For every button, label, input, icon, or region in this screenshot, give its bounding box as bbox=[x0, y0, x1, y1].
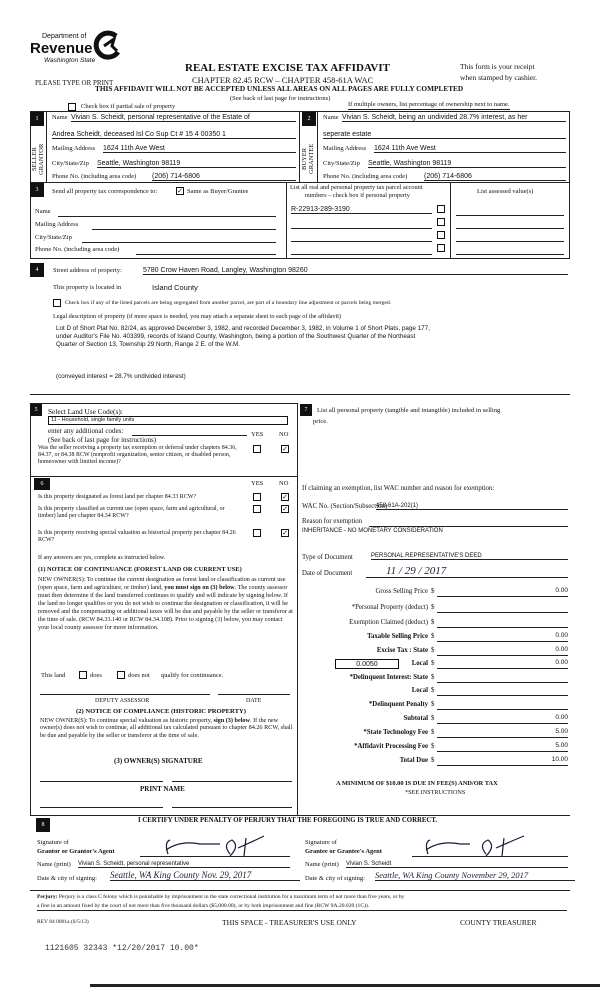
segregation-label: Check box if any of the listed parcels are being segregated from another parcel, are part of a boundary line adjustment or parcels being merged. bbox=[65, 300, 392, 306]
corr-name-field[interactable] bbox=[58, 216, 276, 217]
street-address-field[interactable]: 5780 Crow Haven Road, Langley, Washington 98260 bbox=[143, 267, 568, 275]
amount-label: Local bbox=[411, 687, 428, 694]
currency-symbol: $ bbox=[431, 757, 435, 764]
personal-property-text-1: List all personal property (tangible and intangible) included in selling bbox=[317, 407, 501, 414]
buyer-phone-field[interactable]: (206) 714-6806 bbox=[424, 173, 566, 181]
personal-property-checkbox[interactable] bbox=[437, 244, 445, 252]
currency-symbol: $ bbox=[431, 633, 435, 640]
amount-value[interactable] bbox=[437, 687, 568, 696]
owner-signature-line[interactable] bbox=[40, 781, 163, 782]
grantor-signature-icon bbox=[160, 834, 270, 858]
grantee-signature-icon bbox=[420, 834, 530, 858]
county-field[interactable]: Island County bbox=[152, 283, 198, 292]
no-header: NO bbox=[279, 431, 289, 438]
box-border bbox=[46, 112, 47, 182]
buyer-name-line1[interactable]: Vivian S. Scheidt, being an undivided 28.7% interest, as her bbox=[342, 114, 566, 122]
amount-label: Local bbox=[411, 660, 428, 667]
exemption-yes-checkbox[interactable] bbox=[253, 445, 261, 453]
parcel-number-3[interactable] bbox=[291, 241, 432, 242]
amount-label: Excise Tax : State bbox=[376, 647, 428, 654]
personal-property-checkbox[interactable] bbox=[437, 218, 445, 226]
form-chapter: CHAPTER 82.45 RCW – CHAPTER 458-61A WAC bbox=[192, 75, 374, 85]
amount-value[interactable]: 0.00 bbox=[437, 633, 568, 642]
parcel-header-1: List all real and personal property tax parcel account bbox=[290, 184, 423, 191]
qualify-label: qualify for continuance. bbox=[161, 672, 224, 679]
form-warning: THIS AFFIDAVIT WILL NOT BE ACCEPTED UNLESS ALL AREAS ON ALL PAGES ARE FULLY COMPLETED bbox=[95, 84, 464, 93]
amount-value[interactable] bbox=[437, 604, 568, 613]
logo-state: Washington State bbox=[44, 57, 96, 64]
currency-symbol: $ bbox=[431, 674, 435, 681]
legal-description-line[interactable]: under Auditor's File No. 403399, records of Island County, Washington, being a portion of the Southwest Quarter of the Northeast bbox=[56, 333, 416, 340]
conveyed-interest-note[interactable]: (conveyed interest = 28.7% undivided interest) bbox=[56, 373, 186, 380]
does-not-label: does not bbox=[128, 672, 150, 679]
box-border bbox=[30, 258, 570, 259]
print-name-line[interactable] bbox=[172, 807, 292, 808]
currency-symbol: $ bbox=[431, 619, 435, 626]
grantor-date-label: Date & city of signing: bbox=[37, 875, 97, 882]
box-border bbox=[30, 182, 570, 183]
corr-phone-label: Phone No. (including area code) bbox=[35, 246, 120, 253]
box-border bbox=[30, 815, 570, 816]
deputy-assessor-label: DEPUTY ASSESSOR bbox=[95, 698, 150, 704]
assessed-value-field[interactable] bbox=[456, 228, 564, 229]
box-border bbox=[450, 182, 451, 258]
amount-label: *State Technology Fee bbox=[363, 729, 428, 736]
assessed-value-field[interactable] bbox=[456, 254, 564, 255]
owner-signature-label: (3) OWNER(S) SIGNATURE bbox=[114, 757, 203, 765]
notice-continuance-text bbox=[38, 576, 293, 632]
grantor-name-field[interactable]: Vivian S. Scheidt, personal representative bbox=[78, 861, 290, 868]
box-border bbox=[317, 112, 318, 182]
current-use-yes-checkbox[interactable] bbox=[253, 505, 261, 513]
notice-continuance-text-b: . The county assessor must then determine if the land transferred continues to qualify and will indicate by signing below. If the land no longer qualifies or you do not wish to continue the designation or classification, it will be removed and the compensating or additional taxes will be due and payable by the seller or transferor at the time of sale. (RCW 84.33.140 or RCW 84.34.108). Prior to signing (3) below, you may contact your local county assessor for more information. bbox=[38, 583, 293, 631]
notice-compliance-text bbox=[40, 717, 295, 739]
document-date-label: Date of Document bbox=[302, 570, 353, 577]
yes-header: YES bbox=[251, 431, 264, 438]
land-use-title: Select Land Use Code(s): bbox=[48, 407, 123, 416]
buyer-phone-label: Phone No. (including area code) bbox=[323, 173, 408, 180]
document-type-label: Type of Document bbox=[302, 554, 353, 561]
notice-compliance-text-b: . If the new owner(s) does not wish to continue, all additional tax calculated pursuant to chapter 84.26 RCW, shall be due and payable by the seller or transferor at the time of sale. bbox=[40, 717, 293, 739]
owner-signature-line[interactable] bbox=[172, 781, 292, 782]
reason-line bbox=[369, 526, 568, 527]
buyer-side-label: BUYER GRANTEE bbox=[301, 143, 315, 175]
perjury-text-1: Perjury is a class C felony which is punishable by imprisonment in the state correctional institution for a maximum term of not more than five years, or by bbox=[57, 894, 405, 900]
grantee-agent-label: Grantee or Grantee's Agent bbox=[305, 848, 382, 855]
exemption-no-checkbox[interactable]: ✓ bbox=[282, 445, 288, 453]
assessed-value-field[interactable] bbox=[456, 241, 564, 242]
perjury-label: Perjury: bbox=[37, 894, 58, 900]
amount-label: *Affidavit Processing Fee bbox=[354, 743, 428, 750]
grantor-agent-label: Grantor or Grantor's Agent bbox=[37, 848, 115, 855]
date-label: DATE bbox=[246, 698, 262, 704]
see-back-note: (See back of last page for instructions) bbox=[48, 436, 157, 444]
personal-property-checkbox[interactable] bbox=[437, 231, 445, 239]
logo-revenue: Revenue bbox=[30, 40, 93, 57]
reason-label: Reason for exemption bbox=[302, 518, 363, 525]
personal-property-checkbox[interactable] bbox=[437, 205, 445, 213]
signature-of-label: Signature of bbox=[37, 839, 69, 846]
no-header: NO bbox=[279, 480, 289, 487]
exemption-deferral-question: Was the seller receiving a property tax exemption or deferral under chapters 84.36, 84.37, or 84.38 RCW (nonprofit organization, senior citizen, or disabled person, homeowner with limited income)? bbox=[38, 445, 237, 466]
qualifies-checkbox[interactable] bbox=[79, 671, 87, 679]
personal-property-text-2: price. bbox=[313, 418, 328, 425]
additional-codes-label: enter any additional codes: bbox=[48, 427, 124, 435]
historical-yes-checkbox[interactable] bbox=[253, 529, 261, 537]
logo-dept-line: Department of bbox=[42, 33, 87, 40]
please-type-note: PLEASE TYPE OR PRINT bbox=[35, 79, 114, 87]
notice-compliance-title: (2) NOTICE OF COMPLIANCE (HISTORIC PROPERTY) bbox=[76, 708, 246, 715]
send-correspondence-label: Send all property tax correspondence to: bbox=[52, 188, 158, 195]
amount-label: *Personal Property (deduct) bbox=[351, 604, 428, 611]
box-border bbox=[569, 111, 570, 258]
legal-description-line[interactable]: Lot D of Short Plat No. 82/24, as approved December 3, 1982, and recorded December 3, 1982, in Volume 1 of Short Plats, page 177, bbox=[56, 325, 430, 332]
if-any-yes-note: If any answers are yes, complete as instructed below. bbox=[38, 555, 166, 561]
see-instructions-note: *SEE INSTRUCTIONS bbox=[405, 789, 466, 796]
section-number-8: 8 bbox=[36, 818, 50, 832]
legal-description-line[interactable]: Quarter of Section 13, Township 29 North, Range 2 E. of the W.M. bbox=[56, 341, 240, 348]
box-border bbox=[30, 111, 570, 112]
assessed-value-field[interactable] bbox=[456, 215, 564, 216]
currency-symbol: $ bbox=[431, 647, 435, 654]
section-number-2: 2 bbox=[302, 112, 316, 126]
grantee-date-city-field[interactable]: Seattle, WA King County November 29, 2017 bbox=[375, 871, 575, 881]
notice-continuance-sign-instruction: you must sign on (3) below bbox=[164, 583, 235, 591]
section-number-5: 5 bbox=[30, 404, 42, 416]
amount-label: *Delinquent Interest: State bbox=[349, 674, 428, 681]
amount-label: Exemption Claimed (deduct) bbox=[349, 619, 428, 626]
certify-statement: I CERTIFY UNDER PENALTY OF PERJURY THAT THE FOREGOING IS TRUE AND CORRECT. bbox=[138, 817, 438, 824]
section-number-3: 3 bbox=[30, 183, 44, 197]
amount-label: Total Due bbox=[399, 757, 428, 764]
seller-mailing-label: Mailing Address bbox=[52, 145, 96, 152]
amount-value[interactable]: 10.00 bbox=[437, 757, 568, 766]
perjury-note-2: a fine in an amount fixed by the court of not more than five thousand dollars ($5,000.00), or by both imprisonment and fine (RCW 9A.20.020 (1C)). bbox=[37, 904, 567, 911]
currency-symbol: $ bbox=[431, 729, 435, 736]
same-as-buyer-checkbox[interactable]: ✓ bbox=[177, 187, 183, 195]
document-type-field[interactable]: PERSONAL REPRESENTATIVE'S DEED bbox=[371, 553, 568, 560]
box-border bbox=[30, 476, 298, 477]
corr-city-label: City/State/Zip bbox=[35, 234, 72, 241]
corr-phone-field[interactable] bbox=[136, 254, 276, 255]
print-name-line[interactable] bbox=[40, 807, 163, 808]
corr-city-field[interactable] bbox=[82, 242, 276, 243]
grantee-name-label: Name (print) bbox=[305, 861, 339, 868]
seller-city-field[interactable]: Seattle, Washington 98119 bbox=[97, 160, 296, 168]
receipt-note-2: when stamped by cashier. bbox=[460, 73, 538, 82]
forest-land-question: Is this property designated as forest land per chapter 84.33 RCW? bbox=[38, 494, 197, 500]
document-date-field[interactable]: 11 / 29 / 2017 bbox=[366, 566, 568, 578]
perjury-note-1 bbox=[37, 895, 404, 901]
exemption-intro: If claiming an exemption, list WAC number and reason for exemption: bbox=[302, 485, 495, 492]
historical-no-checkbox[interactable]: ✓ bbox=[282, 529, 288, 537]
currency-symbol: $ bbox=[431, 604, 435, 611]
amount-value[interactable] bbox=[437, 701, 568, 710]
box-border bbox=[30, 403, 298, 404]
notice-compliance-sign-instruction: sign (3) below bbox=[213, 717, 250, 724]
partial-sale-label: Check box if partial sale of property bbox=[81, 103, 176, 110]
forest-yes-checkbox[interactable] bbox=[253, 493, 261, 501]
this-land-label: This land bbox=[41, 672, 66, 679]
current-use-no-checkbox[interactable]: ✓ bbox=[282, 505, 288, 513]
grantee-name-field[interactable]: Vivian S. Scheidt bbox=[346, 861, 568, 868]
instructions-note: (See back of last page for instructions) bbox=[230, 95, 331, 102]
section-divider bbox=[30, 394, 570, 395]
notice-continuance-text-a: NEW OWNER(S): To continue the current designation as forest land or classification as current use (open space, farm and agriculture, or timber) land, bbox=[38, 576, 286, 591]
column-divider bbox=[297, 403, 298, 815]
amount-label: Subtotal bbox=[403, 715, 428, 722]
corr-name-label: Name bbox=[35, 208, 51, 215]
seller-phone-label: Phone No. (including area code) bbox=[52, 173, 137, 180]
grantee-date-label: Date & city of signing: bbox=[305, 875, 365, 882]
seller-city-label: City/State/Zip bbox=[52, 160, 89, 167]
amount-value[interactable]: 0.00 bbox=[437, 588, 568, 597]
current-use-question: Is this property classified as current use (open space, farm and agricultural, or timber) land per chapter 84.34 RCW? bbox=[38, 506, 225, 520]
assessed-header: List assessed value(s) bbox=[477, 188, 534, 195]
treasurer-use-only: THIS SPACE - TREASURER'S USE ONLY bbox=[222, 918, 357, 927]
legal-description-label: Legal description of property (if more space is needed, you may attach a separate sheet to each page of the affidavit) bbox=[53, 313, 341, 320]
seller-mailing-field[interactable]: 1624 11th Ave West bbox=[103, 145, 296, 153]
notice-continuance-title: (1) NOTICE OF CONTINUANCE (FOREST LAND OR CURRENT USE) bbox=[38, 566, 242, 573]
signature-of-label: Signature of bbox=[305, 839, 337, 846]
county-treasurer-label: COUNTY TREASURER bbox=[460, 918, 537, 927]
deputy-assessor-signature-line[interactable] bbox=[40, 694, 210, 695]
wac-label: WAC No. (Section/Subsection) bbox=[302, 503, 388, 510]
amount-label: Taxable Selling Price bbox=[367, 633, 428, 640]
seller-name-line1[interactable]: Vivian S. Scheidt, personal representative of the Estate of bbox=[71, 114, 296, 122]
seller-side-label: SELLER GRANTOR bbox=[31, 143, 45, 175]
forest-no-checkbox[interactable]: ✓ bbox=[282, 493, 288, 501]
form-title: REAL ESTATE EXCISE TAX AFFIDAVIT bbox=[185, 62, 390, 74]
corr-mailing-label: Mailing Address bbox=[35, 221, 79, 228]
amount-value[interactable]: 0.00 bbox=[437, 647, 568, 656]
minimum-due-note: A MINIMUM OF $10.00 IS DUE IN FEE(S) AND/OR TAX bbox=[336, 780, 498, 787]
seller-name-line2[interactable]: Andrea Scheidt, deceased Isl Co Sup Ct # 15 4 00350 1 bbox=[52, 131, 296, 139]
not-qualifies-checkbox[interactable] bbox=[117, 671, 125, 679]
parcel-number-4[interactable] bbox=[291, 254, 432, 255]
grantor-name-label: Name (print) bbox=[37, 861, 71, 868]
historical-question: Is this property receiving special valuation as historical property per chapter 84.26 RCW? bbox=[38, 530, 236, 544]
box-border bbox=[30, 403, 31, 815]
buyer-name-line2[interactable]: seperate estate bbox=[323, 131, 566, 139]
box-border bbox=[299, 111, 300, 182]
grantor-date-city-field[interactable]: Seattle, WA King County Nov. 29, 2017 bbox=[110, 871, 300, 881]
amount-value[interactable]: 5.00 bbox=[437, 743, 568, 752]
land-use-code-select[interactable]: 11 - Household, single family units bbox=[48, 416, 288, 425]
deputy-date-line[interactable] bbox=[218, 694, 290, 695]
amount-label: *Delinquent Penalty bbox=[368, 701, 428, 708]
parcel-number-1[interactable]: R-22913-289-3190 bbox=[291, 206, 432, 214]
section-number-1: 1 bbox=[30, 112, 44, 126]
section-divider bbox=[30, 890, 570, 891]
partial-sale-checkbox[interactable] bbox=[68, 103, 76, 111]
buyer-mailing-label: Mailing Address bbox=[323, 145, 367, 152]
section-number-6: 6 bbox=[34, 478, 50, 490]
currency-symbol: $ bbox=[431, 743, 435, 750]
amount-value[interactable] bbox=[437, 619, 568, 628]
corr-mailing-field[interactable] bbox=[92, 229, 276, 230]
reason-field[interactable]: INHERITANCE - NO MONETARY CONSIDERATION bbox=[302, 528, 443, 534]
section-number-7: 7 bbox=[300, 404, 312, 416]
wac-field[interactable]: 458-61A-202(1) bbox=[376, 503, 568, 510]
treasurer-receipt-stamp: 1121605 32343 *12/20/2017 10.00* bbox=[45, 944, 199, 953]
seller-phone-field[interactable]: (206) 714-6806 bbox=[152, 173, 296, 181]
currency-symbol: $ bbox=[431, 588, 435, 595]
multiple-owners-note: If multiple owners, list percentage of ownership next to name. bbox=[348, 101, 510, 108]
parcel-number-2[interactable] bbox=[291, 228, 432, 229]
amount-value[interactable] bbox=[437, 674, 568, 683]
currency-symbol: $ bbox=[431, 687, 435, 694]
receipt-note-1: This form is your receipt bbox=[460, 62, 535, 71]
parcel-header-2: numbers – check box if personal property bbox=[305, 192, 410, 199]
buyer-name-label: Name bbox=[323, 114, 339, 121]
form-revision: REV 84 0001a (6/5/13) bbox=[37, 919, 89, 925]
local-rate-field[interactable]: 0.0050 bbox=[335, 659, 399, 669]
same-as-buyer-label: Same as Buyer/Grantee bbox=[187, 188, 249, 195]
yes-header: YES bbox=[251, 480, 264, 487]
segregation-checkbox[interactable] bbox=[53, 299, 61, 307]
buyer-mailing-field[interactable]: 1624 11th Ave West bbox=[374, 145, 566, 153]
currency-symbol: $ bbox=[431, 701, 435, 708]
amount-value[interactable]: 0.00 bbox=[437, 715, 568, 724]
amount-value[interactable]: 5.00 bbox=[437, 729, 568, 738]
located-in-label: This property is located in bbox=[53, 284, 122, 291]
dor-logo-mark-icon bbox=[92, 30, 122, 60]
currency-symbol: $ bbox=[431, 660, 435, 667]
print-name-label: PRINT NAME bbox=[140, 785, 185, 793]
box-border bbox=[286, 182, 287, 258]
currency-symbol: $ bbox=[431, 715, 435, 722]
buyer-city-label: City/State/Zip bbox=[323, 160, 360, 167]
notice-compliance-text-a: NEW OWNER(S): To continue special valuation as historic property, bbox=[40, 717, 214, 724]
section-number-4: 4 bbox=[30, 263, 44, 277]
does-label: does bbox=[90, 672, 102, 679]
buyer-city-field[interactable]: Seattle, Washington 98119 bbox=[368, 160, 566, 168]
seller-name-label: Name bbox=[52, 114, 68, 121]
amount-value[interactable]: 0.00 bbox=[437, 660, 568, 669]
street-address-label: Street address of property: bbox=[53, 267, 122, 274]
amount-label: Gross Selling Price bbox=[375, 588, 428, 595]
